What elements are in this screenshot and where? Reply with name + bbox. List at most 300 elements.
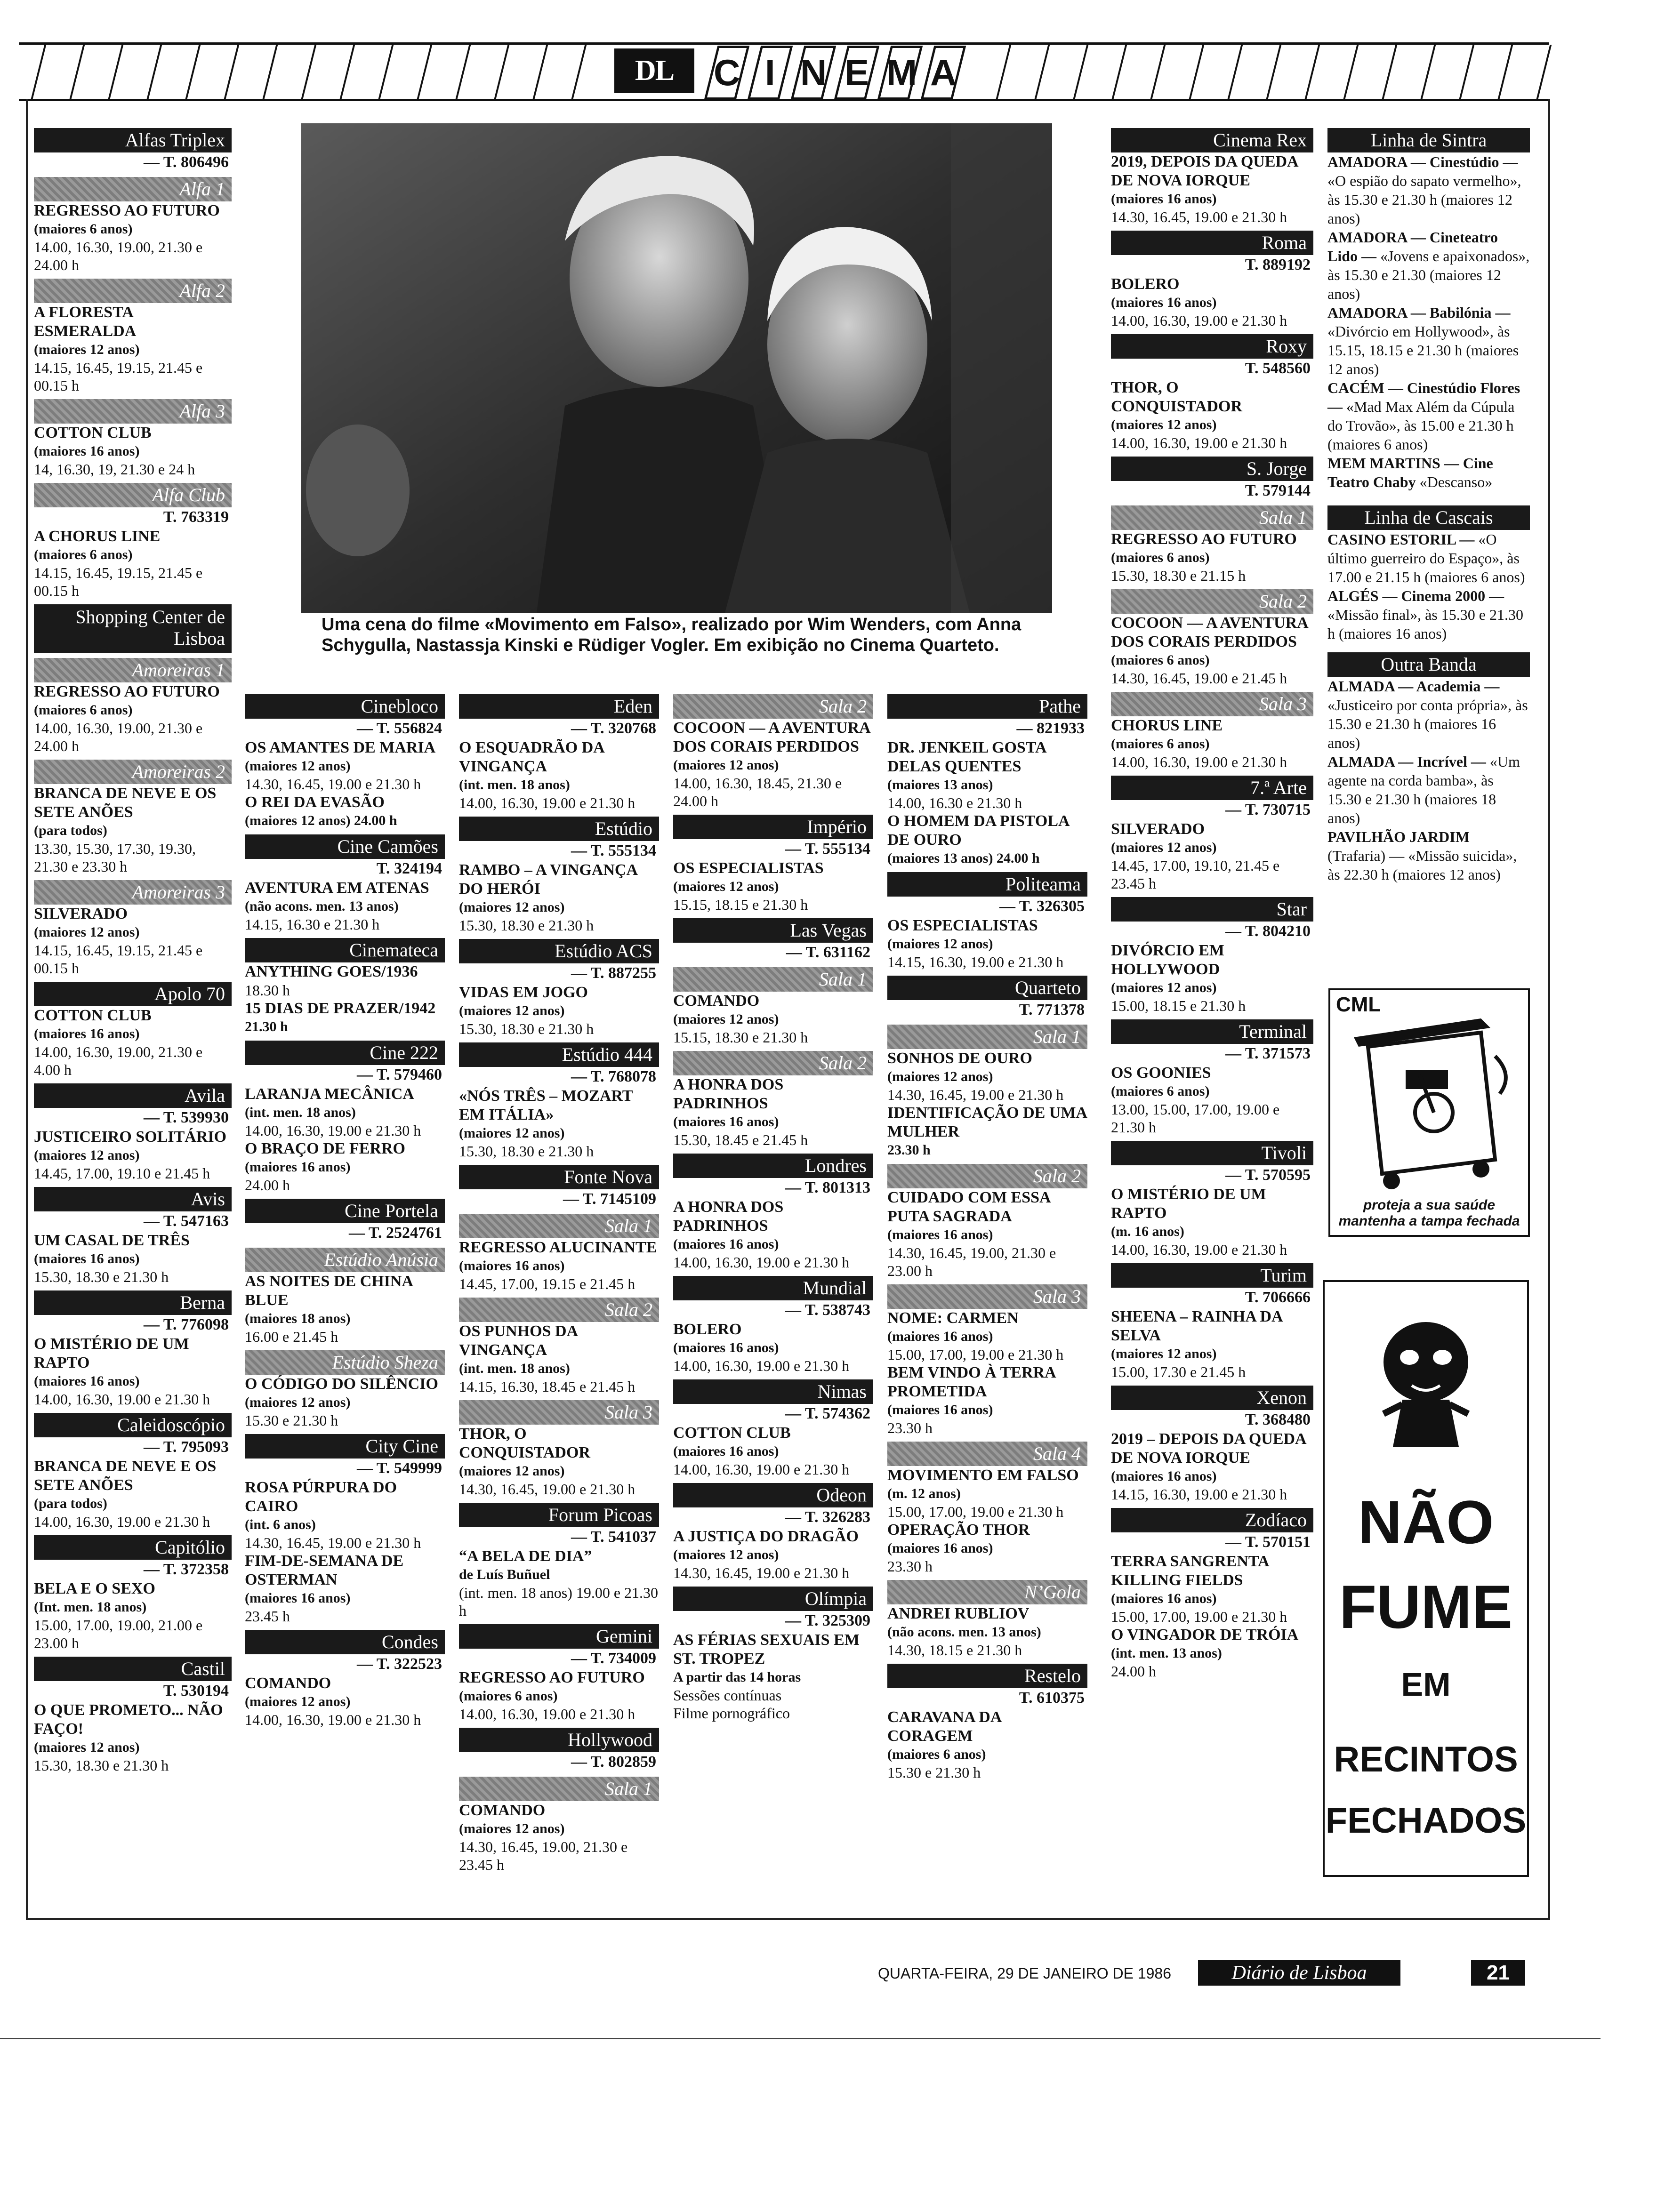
film-title: SONHOS DE OURO <box>887 1050 1032 1067</box>
age-rating: (maiores 16 anos) <box>1111 191 1217 207</box>
age-rating: (maiores 12 anos) <box>1111 417 1217 433</box>
showtimes: 14.00, 16.30, 19.00 e 21.30 h <box>1111 434 1287 451</box>
cinema-listing <box>245 938 445 1036</box>
cinema-name-bar: Sala 2 <box>459 1298 659 1322</box>
cinema-name-bar: Amoreiras 3 <box>34 880 232 905</box>
outra-banda-bar: Outra Banda <box>1327 652 1530 677</box>
film-title: O ESQUADRÃO DA VINGANÇA <box>459 739 604 775</box>
showtimes: 23.45 h <box>245 1608 290 1625</box>
film-title: COCOON — A AVENTURA DOS CORAIS PERDIDOS <box>1111 614 1308 650</box>
film-title: OS PUNHOS DA VINGANÇA <box>459 1322 578 1359</box>
phone-number: — T. 734009 <box>571 1650 656 1667</box>
cinema-listing <box>34 1657 232 1774</box>
cinema-name-bar: Restelo <box>887 1664 1087 1688</box>
column-5 <box>887 689 1087 1783</box>
cinema-listing <box>34 1083 232 1182</box>
film-title: REGRESSO AO FUTURO <box>459 1669 645 1686</box>
cinema-listing <box>459 1503 659 1619</box>
cinema-name-bar: Estúdio Anúsia <box>245 1248 445 1272</box>
masthead-letter <box>791 46 837 100</box>
masthead-letter <box>921 46 966 100</box>
phone-number: — T. 322523 <box>356 1655 442 1673</box>
age-rating: (int. men. 18 anos) <box>245 1105 356 1120</box>
film-photo <box>301 123 1052 613</box>
cinema-name-bar: Roxy <box>1111 334 1313 359</box>
phone-number: — T. 326283 <box>785 1508 870 1526</box>
age-rating: (int. men. 18 anos) <box>459 1361 570 1376</box>
cinema-listing <box>1111 231 1313 329</box>
showtimes: 15.30, 18.30 e 21.15 h <box>1111 567 1246 584</box>
age-rating: (maiores 12 anos) <box>459 1003 565 1018</box>
showtimes: 16.00 e 21.45 h <box>245 1328 338 1345</box>
showtimes: 14.00, 16.30, 19.00 e 21.30 h <box>673 1254 850 1271</box>
fechados-text: FECHADOS <box>1325 1801 1527 1841</box>
cinema-listing <box>1111 1263 1313 1381</box>
phone-number: — T. 7145109 <box>563 1190 656 1208</box>
phone-number: — T. 802859 <box>571 1753 656 1771</box>
regional-details: «Jovens e apaixonados», às 15.30 e 21.30 (maiores 12 anos) <box>1327 248 1530 302</box>
showtimes: 23.30 h <box>887 1558 933 1575</box>
masthead-letter <box>704 46 750 100</box>
bottom-rule <box>0 2038 1601 2039</box>
masthead-rule <box>1421 45 1436 99</box>
masthead-rule <box>31 45 47 99</box>
cinema-listing <box>1111 457 1313 501</box>
cinema-listing <box>1111 1019 1313 1136</box>
cinema-name-bar: Forum Picoas <box>459 1503 659 1527</box>
cinema-name-bar: Amoreiras 2 <box>34 760 232 784</box>
showtimes: 18.30 h <box>245 982 290 999</box>
film-title: COTTON CLUB <box>34 1007 152 1024</box>
phone-number: — T. 570595 <box>1225 1166 1311 1184</box>
cinema-name-bar: S. Jorge <box>1111 457 1313 481</box>
cinema-listing <box>245 834 445 933</box>
phone-number: — T. 579460 <box>356 1066 442 1083</box>
showtimes: 14.00, 16.30, 18.45, 21.30 e 24.00 h <box>673 775 842 809</box>
age-rating: (maiores 6 anos) <box>34 221 133 237</box>
masthead-rule <box>571 45 587 99</box>
masthead-rule <box>1382 45 1398 99</box>
film-title: LARANJA MECÂNICA <box>245 1085 414 1103</box>
column-1 <box>34 123 232 1776</box>
cinema-name-bar: Politeama <box>887 872 1087 897</box>
showtimes: 15.30, 18.45 e 21.45 h <box>673 1131 808 1148</box>
phone-number: T. 579144 <box>1245 482 1311 499</box>
phone-number: T. 530194 <box>163 1682 229 1699</box>
cinema-name-bar: Alfa Club <box>34 483 232 507</box>
film-title: UM CASAL DE TRÊS <box>34 1232 190 1249</box>
age-rating: (maiores 6 anos) <box>1111 652 1210 668</box>
age-rating: (maiores 16 anos) <box>887 1540 993 1556</box>
cinema-listing <box>459 1042 659 1160</box>
cinema-name-bar: Star <box>1111 897 1313 922</box>
film-title: BRANCA DE NEVE E OS SETE ANÕES <box>34 785 217 821</box>
cinema-listing <box>34 880 232 977</box>
cinema-name-bar: Hollywood <box>459 1728 659 1752</box>
showtimes: 14.00, 16.30, 19.00, 21.30 e 24.00 h <box>34 720 203 754</box>
showtimes: 14.45, 17.00, 19.10, 21.45 e 23.45 h <box>1111 857 1280 892</box>
film-title: “A BELA DE DIA” <box>459 1547 592 1565</box>
cinema-name-bar: Sala 2 <box>673 694 873 719</box>
showtimes: 14.30, 16.45, 19.00 e 21.30 h <box>245 1534 421 1551</box>
phone-number: — 821933 <box>1016 720 1085 737</box>
age-rating: (maiores 16 anos) <box>887 1227 993 1242</box>
film-title: O MISTÉRIO DE UM RAPTO <box>1111 1186 1266 1222</box>
trash-bin-icon <box>1340 1018 1519 1193</box>
masthead-rule <box>1305 45 1320 99</box>
film-title: 15 DIAS DE PRAZER/1942 <box>245 1000 436 1017</box>
film-title: NOME: CARMEN <box>887 1309 1019 1327</box>
cinema-name-bar: Apolo 70 <box>34 982 232 1006</box>
cinema-listing <box>459 1400 659 1498</box>
film-title: O MISTÉRIO DE UM RAPTO <box>34 1335 189 1371</box>
film-title: BEM VINDO À TERRA PROMETIDA <box>887 1364 1055 1400</box>
film-title: A HONRA DOS PADRINHOS <box>673 1198 784 1234</box>
no-smoking-ad <box>1323 1280 1529 1877</box>
age-rating: (maiores 12 anos) <box>459 1125 565 1141</box>
masthead-rule <box>1035 45 1050 99</box>
regional-venue: PAVILHÃO JARDIM <box>1327 828 1470 845</box>
showtimes: Sessões contínuas <box>673 1687 782 1704</box>
showtimes: 14.00, 16.30, 19.00 e 21.30 h <box>459 1706 635 1723</box>
column-3 <box>459 689 659 1875</box>
regional-venue: ALMADA — Academia — <box>1327 678 1500 695</box>
showtimes: 14.00, 16.30, 19.00 e 21.30 h <box>673 1461 850 1478</box>
showtimes: 23.30 h <box>887 1419 933 1436</box>
cinema-listing <box>459 694 659 812</box>
masthead-letter-text: N <box>800 52 827 93</box>
cinema-name-bar: Tivoli <box>1111 1141 1313 1165</box>
showtimes: 14.30, 16.45, 19.00, 21.30 e 23.45 h <box>459 1838 628 1873</box>
regional-listing <box>1327 586 1530 643</box>
age-rating: (maiores 13 anos) <box>887 777 993 793</box>
age-rating: (maiores 6 anos) <box>459 1688 558 1704</box>
masthead-rule <box>1343 45 1359 99</box>
regional-details: «Descanso» <box>1419 473 1493 490</box>
alien-character-icon <box>1365 1310 1487 1451</box>
cinema-listing <box>245 1434 445 1625</box>
phone-number: — T. 776098 <box>143 1316 229 1333</box>
phone-number: T. 324194 <box>376 860 442 877</box>
film-title: OS ESPECIALISTAS <box>887 917 1038 934</box>
phone-number: — T. 539930 <box>143 1109 229 1126</box>
masthead-rule <box>147 45 162 99</box>
cinema-name-bar: Odeon <box>673 1483 873 1507</box>
masthead-rule <box>533 45 548 99</box>
cinema-listing <box>673 1276 873 1375</box>
film-title: BRANCA DE NEVE E OS SETE ANÕES <box>34 1458 217 1494</box>
regional-venue: AMADORA — Babilónia — <box>1327 304 1511 321</box>
cml-brand: CML <box>1336 993 1381 1016</box>
showtimes: 13.30, 15.30, 17.30, 19.30, 21.30 e 23.30 h <box>34 840 196 875</box>
showtimes: 14.15, 16.30 e 21.30 h <box>245 916 380 933</box>
film-title: SILVERADO <box>34 905 128 922</box>
em-text: EM <box>1401 1666 1451 1703</box>
regional-details: «Mad Max Além da Cúpula do Trovão», às 15.00 e 21.30 h (maiores 6 anos) <box>1327 398 1515 453</box>
masthead-rule <box>996 45 1012 99</box>
age-rating: (maiores 13 anos) 24.00 h <box>887 850 1040 866</box>
showtimes: 14.15, 16.30, 19.00 e 21.30 h <box>887 954 1064 970</box>
age-rating: (maiores 6 anos) <box>887 1747 986 1762</box>
showtimes: 24.00 h <box>245 1177 290 1194</box>
film-title: COTTON CLUB <box>673 1424 791 1442</box>
film-title: SILVERADO <box>1111 820 1205 838</box>
cinema-name-bar: Sala 1 <box>673 967 873 992</box>
age-rating: (maiores 6 anos) <box>1111 736 1210 752</box>
film-title: COTTON CLUB <box>34 424 152 441</box>
phone-number: — T. 371573 <box>1225 1045 1311 1062</box>
film-title: BOLERO <box>673 1321 742 1338</box>
regional-listing <box>1327 454 1530 491</box>
showtimes: 14.00, 16.30, 19.00 e 21.30 h <box>245 1122 421 1139</box>
cinema-name-bar: Sala 3 <box>887 1284 1087 1309</box>
film-title: REGRESSO AO FUTURO <box>34 683 220 700</box>
cinema-name-bar: Olímpia <box>673 1587 873 1611</box>
showtimes: 15.30, 18.30 e 21.30 h <box>459 917 594 934</box>
cinema-name-bar: Cinema Rex <box>1111 128 1313 152</box>
issue-date: QUARTA-FEIRA, 29 DE JANEIRO DE 1986 <box>878 1965 1171 1982</box>
age-rating: (maiores 6 anos) <box>34 547 133 562</box>
linha-cascais-bar: Linha de Cascais <box>1327 505 1530 530</box>
showtimes: 14.15, 16.45, 19.15, 21.45 e 00.15 h <box>34 942 203 977</box>
cinema-name-bar: Sala 1 <box>459 1777 659 1801</box>
film-title: COMANDO <box>245 1675 331 1692</box>
film-title: ROSA PÚRPURA DO CAIRO <box>245 1479 397 1515</box>
regional-listing <box>1327 228 1530 303</box>
phone-number: — T. 555134 <box>571 842 656 859</box>
masthead-rule <box>263 45 278 99</box>
film-title: A FLORESTA ESMERALDA <box>34 304 137 340</box>
showtimes: 14.30, 16.45, 19.00 e 21.30 h <box>887 1086 1064 1103</box>
regional-details: «O último guerreiro do Espaço», às 17.00 e 21.15 h (maiores 6 anos) <box>1327 531 1525 585</box>
showtimes: 14.00, 16.30, 19.00 e 21.30 h <box>1111 1241 1287 1258</box>
age-rating: 21.30 h <box>245 1019 288 1034</box>
film-title: O HOMEM DA PISTOLA DE OURO <box>887 812 1069 849</box>
cinema-name-bar: Sala 3 <box>1111 692 1313 716</box>
regional-details: (Trafaria) — «Missão suicida», às 22.30 h (maiores 12 anos) <box>1327 847 1517 883</box>
cinema-listing <box>459 817 659 934</box>
photo-caption: Uma cena do filme «Movimento em Falso», realizado por Wim Wenders, com Anna Schygulla, Nastassja Kinski e Rüdiger Vogler. Em exibição no Cinema Quarteto. <box>322 615 1022 655</box>
regional-venue: ALMADA — Incrível — <box>1327 753 1486 770</box>
age-rating: (maiores 12 anos) <box>673 1547 779 1563</box>
age-rating: (maiores 6 anos) <box>34 702 133 718</box>
age-rating: (maiores 16 anos) <box>673 1443 779 1459</box>
cinema-listing <box>1111 128 1313 226</box>
showtimes: 15.00, 17.30 e 21.45 h <box>1111 1363 1246 1380</box>
linha-sintra-bar: Linha de Sintra <box>1327 128 1530 152</box>
cinema-name-bar: Sala 4 <box>887 1442 1087 1466</box>
phone-number: — T. 326305 <box>999 898 1085 915</box>
cinema-name-bar: Sala 1 <box>1111 505 1313 530</box>
cinema-listing <box>34 982 232 1079</box>
cinema-name-bar: Cinebloco <box>245 694 445 719</box>
film-title: AS NOITES DE CHINA BLUE <box>245 1273 413 1309</box>
masthead-letter <box>877 46 923 100</box>
age-rating: (maiores 16 anos) <box>34 1373 140 1389</box>
showtimes: 15.30 e 21.30 h <box>887 1764 981 1781</box>
cinema-listing <box>1111 1141 1313 1258</box>
showtimes: 14.00, 16.30, 19.00 e 21.30 h <box>34 1391 210 1408</box>
film-title: CUIDADO COM ESSA PUTA SAGRADA <box>887 1189 1050 1225</box>
masthead-rule <box>1459 45 1475 99</box>
age-rating: (para todos) <box>34 1496 107 1511</box>
cinema-name-bar: Pathe <box>887 694 1087 719</box>
cinema-listing <box>1111 1508 1313 1680</box>
phone-number: — T. 549999 <box>356 1459 442 1477</box>
regional-venue: ALGÉS — Cinema 2000 — <box>1327 587 1504 604</box>
showtimes: 24.00 h <box>1111 1663 1156 1680</box>
age-rating: (maiores 16 anos) <box>1111 295 1217 310</box>
cinema-listing <box>459 939 659 1038</box>
cinema-listing <box>245 1630 445 1729</box>
showtimes: 14.30, 16.45, 19.00 e 21.45 h <box>1111 670 1287 687</box>
showtimes: 15.15, 18.30 e 21.30 h <box>673 1029 808 1046</box>
masthead-rule <box>185 45 201 99</box>
cinema-name-bar: Cine 222 <box>245 1041 445 1065</box>
cinema-name-bar: Império <box>673 815 873 839</box>
cml-slogan: proteja a sua saúde mantenha a tampa fechada <box>1338 1197 1520 1229</box>
showtimes: 14.45, 17.00, 19.10 e 21.45 h <box>34 1165 210 1182</box>
masthead-rule <box>456 45 471 99</box>
showtimes: 15.30, 18.30 e 21.30 h <box>34 1268 169 1285</box>
film-title: IDENTIFICAÇÃO DE UMA MULHER <box>887 1104 1087 1140</box>
age-rating: (maiores 12 anos) <box>673 879 779 894</box>
masthead-rule <box>70 45 85 99</box>
showtimes: 14.30, 18.15 e 21.30 h <box>887 1642 1022 1659</box>
phone-number: — T. 2524761 <box>348 1224 442 1242</box>
cinema-listing <box>34 1187 232 1286</box>
regional-venue: AMADORA — Cinestúdio — <box>1327 153 1518 170</box>
age-rating: (maiores 16 anos) <box>459 1258 565 1274</box>
recintos-text: RECINTOS <box>1334 1739 1518 1779</box>
cinema-name-bar: Nimas <box>673 1379 873 1404</box>
showtimes: 14, 16.30, 19, 21.30 e 24 h <box>34 461 195 478</box>
cinema-listing <box>887 1664 1087 1781</box>
film-title: BELA E O SEXO <box>34 1580 155 1597</box>
age-rating: A partir das 14 horas <box>673 1669 801 1685</box>
cinema-listing <box>673 694 873 810</box>
cinema-listing <box>887 872 1087 971</box>
age-rating: (maiores 12 anos) <box>887 936 993 952</box>
regional-listing <box>1327 152 1530 228</box>
outra-banda-list <box>1327 677 1530 884</box>
phone-number: — T. 541037 <box>571 1528 656 1546</box>
cinema-listing <box>459 1728 659 1772</box>
cinema-name-bar: Zodíaco <box>1111 1508 1313 1532</box>
cinema-listing <box>34 760 232 875</box>
cinema-name-bar: Alfas Triplex <box>34 128 232 152</box>
showtimes: 14.00, 16.30 e 21.30 h <box>887 794 1022 811</box>
film-title: RAMBO – A VINGANÇA DO HERÓI <box>459 861 637 898</box>
phone-number: T. 763319 <box>163 508 229 526</box>
phone-number: — T. 887255 <box>571 964 656 982</box>
film-title: ANYTHING GOES/1936 <box>245 963 418 980</box>
age-rating: (maiores 16 anos) <box>34 443 140 459</box>
cinema-listing <box>673 1154 873 1271</box>
showtimes: 14.00, 16.30, 19.00 e 21.30 h <box>673 1357 850 1374</box>
cinema-name-bar: Avis <box>34 1187 232 1211</box>
film-title: FIM-DE-SEMANA DE OSTERMAN <box>245 1552 404 1588</box>
phone-number: — T. 574362 <box>785 1405 870 1422</box>
age-rating: (m. 12 anos) <box>887 1486 961 1501</box>
masthead-rule <box>1498 45 1513 99</box>
phone-number: — T. 547163 <box>143 1212 229 1230</box>
masthead-rule <box>1266 45 1282 99</box>
film-title: O CÓDIGO DO SILÊNCIO <box>245 1375 438 1393</box>
linha-sintra-list <box>1327 152 1530 491</box>
film-title: O REI DA EVASÃO <box>245 793 385 811</box>
film-title: ANDREI RUBLIOV <box>887 1605 1030 1622</box>
film-title: TERRA SANGRENTA KILLING FIELDS <box>1111 1553 1269 1589</box>
regional-details: «Divórcio em Hollywood», às 15.15, 18.15 e 21.30 h (maiores 12 anos) <box>1327 323 1519 377</box>
regional-venue: CACÉM — Cinestúdio Flores — <box>1327 379 1520 415</box>
cinema-listing <box>34 399 232 478</box>
film-title: A JUSTIÇA DO DRAGÃO <box>673 1528 859 1545</box>
cinema-name-bar: Berna <box>34 1290 232 1315</box>
cinema-name-bar: Sala 1 <box>459 1214 659 1238</box>
cinema-name-bar: Roma <box>1111 231 1313 255</box>
cinema-name-bar: Sala 2 <box>1111 589 1313 614</box>
age-rating: (maiores 16 anos) <box>673 1340 779 1355</box>
showtimes: 15.00, 17.00, 19.00 e 21.30 h <box>1111 1608 1287 1625</box>
age-rating: (maiores 16 anos) <box>887 1402 993 1418</box>
cinema-name-bar: Sala 2 <box>673 1051 873 1075</box>
regional-details: «Justiceiro por conta própria», às 15.30 e 21.30 h (maiores 16 anos) <box>1327 697 1528 751</box>
phone-number: — T. 768078 <box>571 1068 656 1085</box>
linha-cascais-list <box>1327 530 1530 643</box>
masthead-letter-text: M <box>886 52 917 93</box>
cinema-name-bar: Sala 1 <box>887 1025 1087 1049</box>
showtimes: 14.15, 16.30, 18.45 e 21.45 h <box>459 1378 635 1395</box>
phone-number: — T. 801313 <box>785 1179 870 1196</box>
cinema-listing <box>1111 776 1313 892</box>
phone-number: — T. 325309 <box>785 1612 870 1629</box>
cinema-listing <box>34 1535 232 1652</box>
cinema-listing <box>1111 692 1313 771</box>
showtimes: 14.45, 17.00, 19.15 e 21.45 h <box>459 1275 635 1292</box>
film-title: A CHORUS LINE <box>34 528 161 545</box>
phone-number: T. 771378 <box>1019 1001 1085 1018</box>
phone-number: — T. 320768 <box>571 720 656 737</box>
column-7 <box>1327 123 1530 884</box>
age-rating: (maiores 12 anos) <box>673 757 779 773</box>
age-rating: (maiores 12 anos) <box>887 1069 993 1084</box>
regional-listing <box>1327 827 1530 884</box>
cinema-listing <box>1111 1386 1313 1503</box>
showtimes: 14.00, 16.30, 19.00 e 21.30 h <box>1111 753 1287 770</box>
phone-number: — T. 570151 <box>1225 1533 1311 1551</box>
phone-number: — T. 538743 <box>785 1301 870 1319</box>
showtimes: 14.00, 16.30, 19.00 e 21.30 h <box>34 1513 210 1530</box>
showtimes: (int. men. 18 anos) 19.00 e 21.30 h <box>459 1584 659 1619</box>
regional-listing <box>1327 303 1530 378</box>
age-rating: (maiores 12 anos) <box>459 1821 565 1836</box>
cinema-name-bar: Terminal <box>1111 1019 1313 1044</box>
showtimes: 13.00, 15.00, 17.00, 19.00 e 21.30 h <box>1111 1101 1280 1136</box>
film-title: REGRESSO AO FUTURO <box>34 202 220 219</box>
cinema-listing <box>1111 505 1313 585</box>
phone-number: T. 368480 <box>1245 1411 1311 1428</box>
cinema-name-bar: Estúdio 444 <box>459 1042 659 1067</box>
film-title: REGRESSO AO FUTURO <box>1111 530 1297 548</box>
regional-listing <box>1327 378 1530 454</box>
cinema-name-bar: Shopping Center de Lisboa <box>34 604 232 653</box>
cinema-listing <box>459 1777 659 1874</box>
regional-venue: CASINO ESTORIL — <box>1327 531 1475 548</box>
film-title: JUSTICEIRO SOLITÁRIO <box>34 1128 227 1146</box>
cinema-listing <box>673 815 873 914</box>
age-rating: (maiores 16 anos) <box>245 1590 351 1606</box>
